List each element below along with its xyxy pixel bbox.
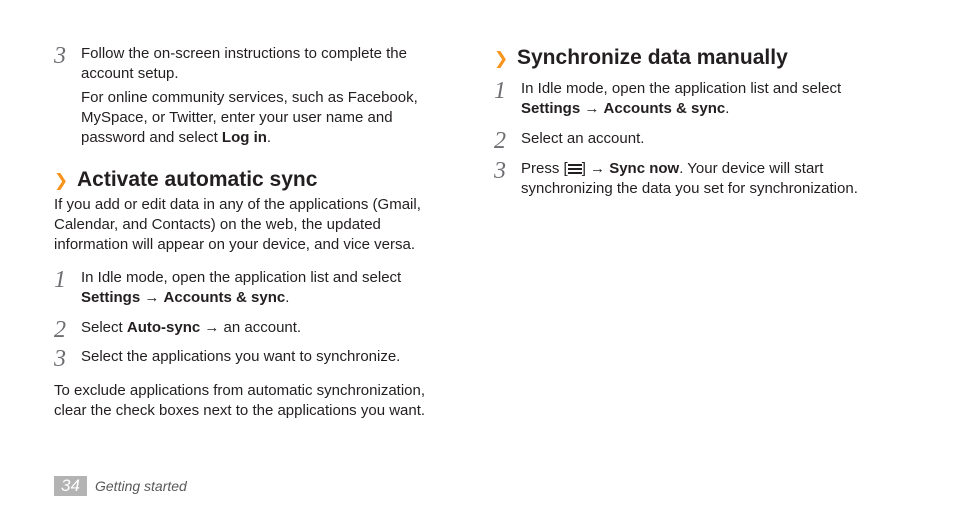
- step-text-line: [81, 288, 461, 308]
- step-text: ] →: [581, 160, 610, 177]
- step-text-line: [521, 99, 901, 119]
- section-heading-manual-sync: [494, 46, 788, 71]
- accounts-sync-label: Accounts & sync: [163, 289, 286, 306]
- section-name: Getting started: [95, 478, 187, 494]
- step-text: [521, 159, 901, 199]
- step-text-line: Select the applications you want to synchronize.: [81, 348, 401, 365]
- settings-label: Settings: [81, 289, 141, 306]
- step-number: 3: [494, 158, 506, 184]
- step-text: → an account.: [200, 319, 302, 336]
- step-text: . Your device will start: [679, 160, 824, 177]
- outro-paragraph: [54, 381, 449, 421]
- settings-label: Settings: [521, 100, 581, 117]
- paragraph-line: To exclude applications from automatic synchronization,: [54, 382, 426, 399]
- step-text-line: In Idle mode, open the application list and select: [521, 80, 842, 97]
- sync-now-label: Sync now: [609, 160, 680, 177]
- paragraph-line: Calendar, and Contacts) on the web, the updated: [54, 216, 381, 233]
- step-text: [521, 129, 901, 149]
- step-text: [521, 79, 901, 119]
- note-text: .: [266, 129, 272, 146]
- step-number: 1: [494, 78, 506, 104]
- step-text: [81, 318, 461, 338]
- step-number: 3: [54, 346, 66, 372]
- step-text: [81, 347, 461, 367]
- accounts-sync-label: Accounts & sync: [603, 100, 726, 117]
- step-text-line: [81, 318, 461, 338]
- section-heading-automatic-sync: [54, 168, 317, 193]
- step-text: .: [285, 289, 290, 306]
- paragraph-line: If you add or edit data in any of the applications (Gmail,: [54, 196, 421, 213]
- step-number: 1: [54, 267, 66, 293]
- step-note-line: [81, 128, 461, 148]
- log-in-label: Log in: [221, 129, 267, 146]
- auto-sync-label: Auto-sync: [126, 319, 201, 336]
- step-number: 2: [54, 317, 66, 343]
- note-text: password and select: [81, 129, 222, 146]
- step-text-line: In Idle mode, open the application list and select: [81, 269, 402, 286]
- step-text: Select: [81, 319, 127, 336]
- arrow-text: →: [580, 100, 604, 117]
- step-text: Press [: [521, 160, 568, 177]
- step-text-line: account setup.: [81, 65, 179, 82]
- step-text: [81, 268, 461, 308]
- step-text-line: Select an account.: [521, 130, 645, 147]
- step-note-line: MySpace, or Twitter, enter your user name and: [81, 109, 393, 126]
- paragraph-line: information will appear on your device, and vice versa.: [54, 236, 416, 253]
- step-number: 2: [494, 128, 506, 154]
- arrow-text: →: [140, 289, 164, 306]
- heading-text: Activate automatic sync: [77, 168, 318, 191]
- chevron-right-icon: ❯: [494, 49, 509, 68]
- intro-paragraph: [54, 195, 449, 255]
- step-text-line: synchronizing the data you set for synchronization.: [521, 180, 858, 197]
- step-number: 3: [54, 43, 66, 69]
- step-text-line: Follow the on-screen instructions to complete the: [81, 45, 407, 62]
- step-text-line: [521, 159, 901, 179]
- page-number: 34: [54, 476, 87, 496]
- paragraph-line: clear the check boxes next to the applications you want.: [54, 402, 426, 419]
- menu-key-icon: [568, 164, 582, 174]
- step-note-line: For online community services, such as Facebook,: [81, 89, 418, 106]
- chevron-right-icon: ❯: [54, 171, 69, 190]
- step-text: .: [725, 100, 730, 117]
- step-text: [81, 44, 461, 148]
- heading-text: Synchronize data manually: [517, 46, 788, 69]
